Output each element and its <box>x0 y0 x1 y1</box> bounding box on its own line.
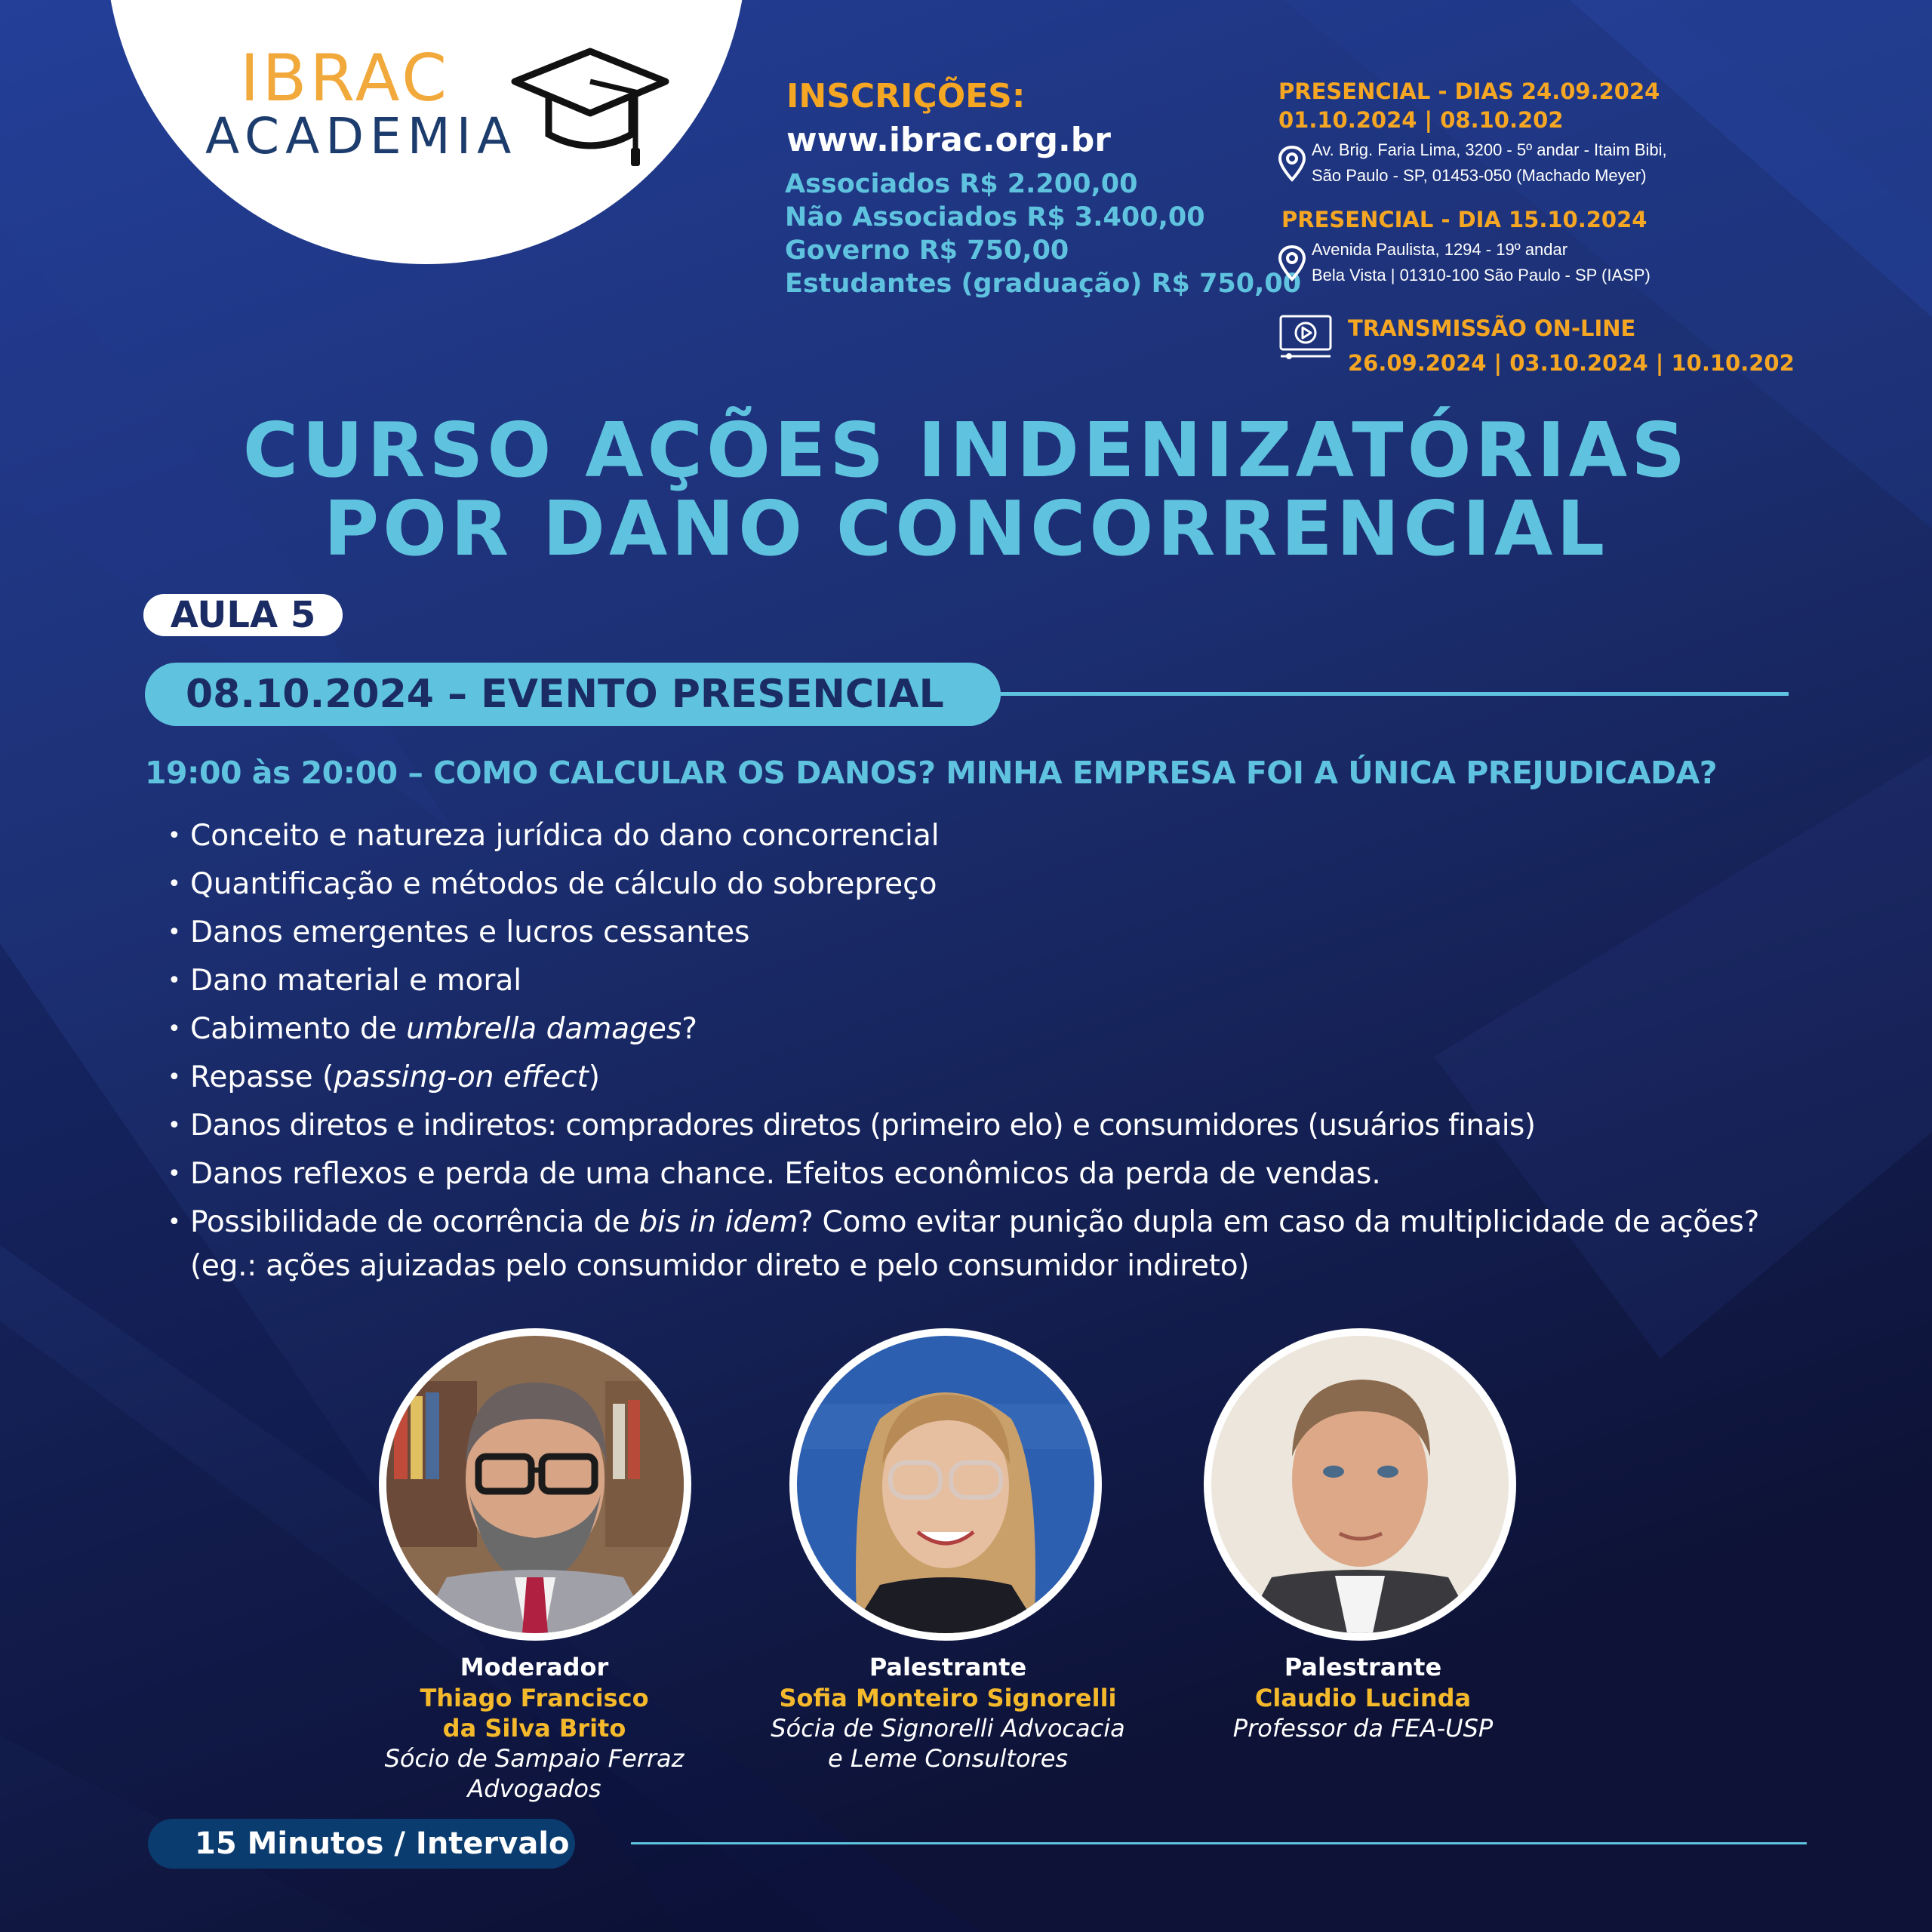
price-governo: Governo R$ 750,00 <box>785 235 1069 266</box>
speaker-name: Claudio Lucinda <box>1254 1684 1472 1712</box>
list-item <box>168 1150 1759 1198</box>
speaker-affiliation: Sócia de Signorelli Advocacia <box>771 1714 1125 1743</box>
topic-text: Conceito e natureza jurídica do dano concorrencial <box>190 819 940 853</box>
presencial1-address-line1: Av. Brig. Faria Lima, 3200 - 5º andar - Itaim Bibi, <box>1312 140 1667 159</box>
list-item <box>168 909 1759 957</box>
logo-academia-text: ACADEMIA <box>205 107 518 165</box>
location-pin-icon <box>1277 145 1307 183</box>
speaker-name: Thiago Francisco <box>420 1684 649 1712</box>
topics-list <box>168 812 1759 1286</box>
date-header: 08.10.2024 – EVENTO PRESENCIAL <box>145 663 1001 726</box>
topic-text: ? Como evitar punição dupla em caso da multiplicidade de ações? <box>798 1205 1759 1239</box>
presencial-dates-line1: PRESENCIAL - DIAS 24.09.2024 <box>1278 78 1660 104</box>
logo-ibrac-text: IBRAC <box>240 41 450 116</box>
list-item <box>168 812 1759 860</box>
online-dates: 26.09.2024 | 03.10.2024 | 10.10.202 <box>1348 350 1795 376</box>
speaker-name: Sofia Monteiro Signorelli <box>779 1684 1117 1712</box>
list-item <box>168 1198 1759 1286</box>
topic-italic: umbrella damages <box>406 1012 682 1046</box>
avatar-speaker-1 <box>789 1328 1102 1641</box>
course-title-line2: POR DANO CONCORRENCIAL <box>323 485 1609 573</box>
price-estudantes: Estudantes (graduação) R$ 750,00 <box>785 269 1302 299</box>
presencial2-address-line1: Avenida Paulista, 1294 - 19º andar <box>1312 240 1568 259</box>
date-header-divider <box>996 692 1789 696</box>
topic-text: Repasse ( <box>190 1060 334 1094</box>
speaker-affiliation: e Leme Consultores <box>827 1744 1069 1773</box>
topic-text: Danos diretos e indiretos: compradores diretos (primeiro elo) e consumidores (usuários finais) <box>190 1109 1536 1143</box>
price-associados: Associados R$ 2.200,00 <box>785 169 1138 199</box>
location-pin-icon <box>1277 245 1307 282</box>
course-title-line1: CURSO AÇÕES INDENIZATÓRIAS <box>242 406 1690 494</box>
registration-url-link[interactable]: www.ibrac.org.br <box>786 121 1111 159</box>
topic-text: ? <box>681 1012 697 1046</box>
lesson-badge: AULA 5 <box>143 594 343 636</box>
list-item <box>168 1102 1759 1150</box>
topic-text: Danos emergentes e lucros cessantes <box>190 915 750 949</box>
speaker-role: Palestrante <box>1284 1653 1442 1681</box>
presencial2-address-line2: Bela Vista | 01310-100 São Paulo - SP (IASP) <box>1312 266 1651 285</box>
topic-text: Quantificação e métodos de cálculo do sobrepreço <box>190 867 937 901</box>
topic-italic: passing-on effect <box>334 1060 589 1094</box>
list-item <box>168 957 1759 1005</box>
break-badge: 15 Minutos / Intervalo <box>148 1819 575 1869</box>
topic-text: ) <box>588 1060 600 1094</box>
price-nao-associados: Não Associados R$ 3.400,00 <box>785 202 1205 232</box>
speaker-affiliation: Advogados <box>467 1774 601 1803</box>
topic-text: Possibilidade de ocorrência de <box>190 1205 639 1239</box>
topic-text: Danos reflexos e perda de uma chance. Efeitos econômicos da perda de vendas. <box>190 1157 1381 1191</box>
presencial2-title: PRESENCIAL - DIA 15.10.2024 <box>1281 207 1647 232</box>
speaker-affiliation: Professor da FEA-USP <box>1232 1714 1494 1743</box>
list-item <box>168 1054 1759 1102</box>
avatar-moderator <box>379 1328 691 1641</box>
topic-text: Dano material e moral <box>190 964 522 998</box>
topic-text: Cabimento de <box>190 1012 407 1046</box>
speaker-affiliation: Sócio de Sampaio Ferraz <box>384 1744 685 1773</box>
speaker-role: Moderador <box>460 1653 609 1681</box>
online-title: TRANSMISSÃO ON-LINE <box>1348 315 1636 341</box>
speaker-role: Palestrante <box>869 1653 1027 1681</box>
registration-title: INSCRIÇÕES: <box>786 77 1026 115</box>
list-item <box>168 860 1759 909</box>
presencial-dates-line2: 01.10.2024 | 08.10.202 <box>1278 107 1564 133</box>
avatar-speaker-2 <box>1204 1328 1516 1641</box>
list-item <box>168 1005 1759 1054</box>
speaker-name: da Silva Brito <box>442 1714 626 1743</box>
presencial1-address-line2: São Paulo - SP, 01453-050 (Machado Meyer) <box>1312 166 1647 185</box>
graduation-cap-icon <box>507 44 673 172</box>
topic-italic: bis in idem <box>638 1205 798 1239</box>
break-divider <box>631 1842 1807 1844</box>
topic-continuation: (eg.: ações ajuizadas pelo consumidor direto e pelo consumidor indireto) <box>190 1249 1250 1283</box>
video-play-icon <box>1278 314 1333 362</box>
session-title: 19:00 às 20:00 – COMO CALCULAR OS DANOS? MINHA EMPRESA FOI A ÚNICA PREJUDICADA? <box>145 755 1718 791</box>
